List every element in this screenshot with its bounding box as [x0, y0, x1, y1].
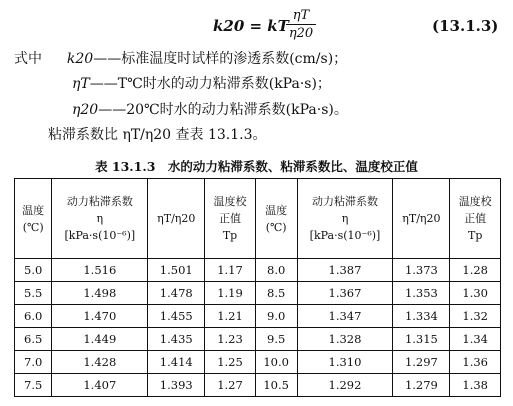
table-cell: 6.5 [15, 328, 52, 351]
table-cell: 1.19 [205, 282, 256, 305]
column-header: 温度校 正值 Tp [450, 179, 501, 259]
table-row [15, 259, 501, 282]
table-cell: 1.32 [450, 305, 501, 328]
table-cell: 1.25 [205, 351, 256, 374]
table-row [15, 328, 501, 351]
table-cell: 1.367 [297, 282, 393, 305]
viscosity-table [14, 178, 501, 397]
column-header: ηT/η20 [393, 179, 450, 259]
table-cell: 10.0 [255, 351, 297, 374]
definition-text: ——20℃时水的动力粘滞系数(kPa·s)。 [98, 102, 348, 118]
column-header: 动力粘滞系数 η [kPa·s(10⁻⁶)] [297, 179, 393, 259]
equation-lhs: k20 = kT [213, 17, 289, 35]
table-cell: 1.393 [148, 374, 205, 397]
table-cell: 1.30 [450, 282, 501, 305]
definition-symbol: ηT [72, 76, 90, 92]
table-cell: 6.0 [15, 305, 52, 328]
equation [0, 6, 513, 46]
note: 粘滞系数比 ηT/η20 查表 13.1.3。 [48, 127, 267, 143]
fraction-numerator: ηT [292, 8, 310, 23]
table-cell: 1.449 [52, 328, 148, 351]
table-cell: 1.435 [148, 328, 205, 351]
table-cell: 1.28 [450, 259, 501, 282]
table-cell: 1.373 [393, 259, 450, 282]
table-cell: 1.455 [148, 305, 205, 328]
table-cell: 1.17 [205, 259, 256, 282]
column-header: 动力粘滞系数 η [kPa·s(10⁻⁶)] [52, 179, 148, 259]
table-cell: 1.478 [148, 282, 205, 305]
table-cell: 1.516 [52, 259, 148, 282]
table-cell: 1.328 [297, 328, 393, 351]
column-header: 温度校 正值 Tp [205, 179, 256, 259]
table-cell: 7.5 [15, 374, 52, 397]
table-row [15, 374, 501, 397]
table-row [15, 282, 501, 305]
table-header-row [15, 179, 501, 259]
table-cell: 1.279 [393, 374, 450, 397]
definition-symbol: k20 [66, 51, 94, 67]
column-header: 温度 (℃) [15, 179, 52, 259]
table-cell: 7.0 [15, 351, 52, 374]
table-cell: 1.27 [205, 374, 256, 397]
table-cell: 1.36 [450, 351, 501, 374]
table-cell: 1.310 [297, 351, 393, 374]
equation-fraction [286, 8, 316, 41]
table-cell: 1.34 [450, 328, 501, 351]
table-cell: 1.498 [52, 282, 148, 305]
definition-line [72, 99, 348, 119]
table-cell: 1.334 [393, 305, 450, 328]
table-cell: 8.5 [255, 282, 297, 305]
table-cell: 1.387 [297, 259, 393, 282]
definition-prefix: 式中 [14, 51, 42, 67]
equation-number: (13.1.3) [432, 17, 499, 35]
table-cell: 1.347 [297, 305, 393, 328]
table-body [15, 259, 501, 397]
column-header: ηT/η20 [148, 179, 205, 259]
definition-line [72, 73, 331, 93]
definition-line [14, 48, 347, 68]
table-cell: 1.297 [393, 351, 450, 374]
table-cell: 1.21 [205, 305, 256, 328]
table-row [15, 351, 501, 374]
definition-symbol: η20 [72, 102, 99, 118]
table-caption: 表 13.1.3 水的动力粘滞系数、粘滞系数比、温度校正值 [95, 159, 418, 174]
table-cell: 1.23 [205, 328, 256, 351]
table-cell: 5.0 [15, 259, 52, 282]
table-cell: 8.0 [255, 259, 297, 282]
table-cell: 9.0 [255, 305, 297, 328]
table-cell: 5.5 [15, 282, 52, 305]
fraction-denominator: η20 [288, 26, 314, 41]
table-cell: 1.414 [148, 351, 205, 374]
table-cell: 1.292 [297, 374, 393, 397]
column-header: 温度 (℃) [255, 179, 297, 259]
table-cell: 1.315 [393, 328, 450, 351]
table-cell: 1.428 [52, 351, 148, 374]
table-cell: 10.5 [255, 374, 297, 397]
table-cell: 1.407 [52, 374, 148, 397]
table-cell: 1.353 [393, 282, 450, 305]
table-cell: 1.501 [148, 259, 205, 282]
definition-text: ——T℃时水的动力粘滞系数(kPa·s)； [89, 76, 331, 92]
table-cell: 9.5 [255, 328, 297, 351]
table-row [15, 305, 501, 328]
table-cell: 1.38 [450, 374, 501, 397]
definition-text: ——标准温度时试样的渗透系数(cm/s)； [93, 51, 348, 67]
table-cell: 1.470 [52, 305, 148, 328]
fraction-bar [286, 24, 316, 25]
